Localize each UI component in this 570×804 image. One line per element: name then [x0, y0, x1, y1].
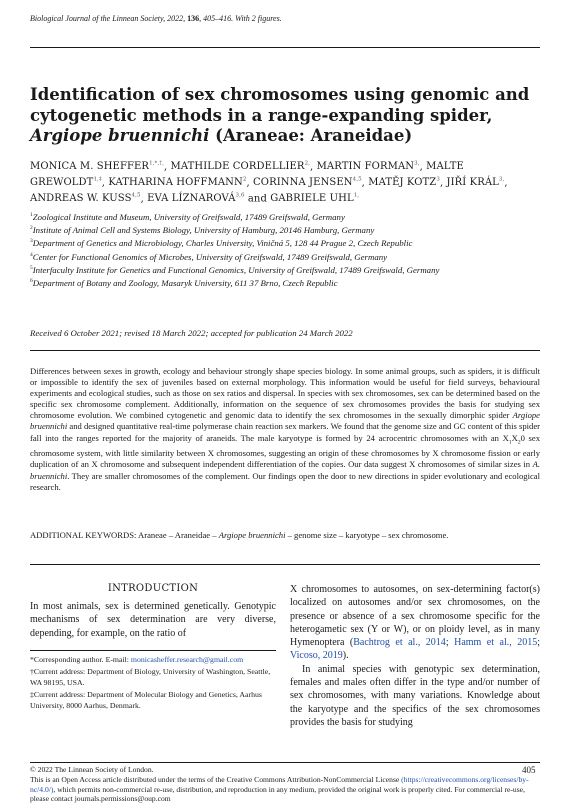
license-text [30, 775, 530, 804]
author-text: MONICA M. SHEFFER [30, 161, 150, 173]
author-affiliation-marks: 2 [242, 176, 247, 183]
intro-paragraph-2: In animal species with genotypic sex determination, females and males often differ in the type and/or number of sex chromosomes, with many variations. Knowledge about the karyotype and the specifics of the sex chromosomes provides the basis for studying [290, 663, 540, 728]
affiliation-text: Center for Functional Genomics of Microbes, University of Greifswald, 17489 Greifswald, Germany [32, 251, 388, 262]
citation-separator: ; [537, 637, 540, 649]
author-affiliation-marks: 3, [498, 176, 505, 183]
right-column [290, 583, 540, 729]
footnotes [30, 655, 276, 713]
affiliation-text: Department of Botany and Zoology, Masaryk University, 611 37 Brno, Czech Republic [32, 278, 338, 289]
section-heading-introduction: INTRODUCTION [107, 583, 199, 594]
author-text: MARTIN FORMAN [316, 161, 415, 173]
keywords-label: ADDITIONAL KEYWORDS: [30, 530, 137, 540]
journal-name: Biological Journal of the Linnean Society [30, 14, 164, 23]
keywords [30, 530, 540, 541]
author-affiliation-marks: 3,6 [235, 192, 245, 199]
affiliation-item [30, 210, 540, 223]
affiliation-item [30, 276, 540, 289]
author-affiliation-marks: 1, [353, 192, 360, 199]
author-list: MONICA M. $SHEFFER^{1,*,\dagger,}$, MATHILDE $CORDELLIER^{2,}$, MARTIN $FORMAN^{3,}$, MALTE $GREWOLDT^{1,\ddagger}$, KATHARINA HOFFMANN$^2$, CORINNA JENSEN$^{4,5}$, MATĚJ KOTZ$^3$, JIŘÍ $KRÁL^{3,}$, ANDREAS W. KUSS$^{4,5}$, EVA LÍZNAROVÁ$^{3,6}$ and GABRIELE $UHL^{1,}$ [30, 161, 508, 204]
title-line-2: cytogenetic methods in a range-expanding spider, [30, 105, 493, 125]
author-text: ANDREAS W. KUSS [30, 192, 132, 204]
footnote-corr-label: *Corresponding author. E-mail: [30, 655, 131, 664]
header-rule [30, 47, 540, 48]
author-name [447, 177, 505, 188]
keywords-part-2: – genome size – karyotype – sex chromosome. [285, 530, 449, 540]
citation-link-bachtrog[interactable]: Bachtrog et al., 2014 [353, 637, 446, 649]
author-name [108, 177, 246, 188]
email-link[interactable]: monicasheffer.research@gmail.com [130, 655, 244, 664]
author-text: GABRIELE UHL [270, 192, 354, 204]
author-name [30, 193, 141, 204]
author-affiliation-marks: 4,5 [352, 176, 362, 183]
title-line-1: Identification of sex chromosomes using genomic and [30, 85, 530, 104]
author-affiliation-marks: 1,‡ [93, 176, 102, 183]
author-text: EVA LÍZNAROVÁ [147, 192, 236, 204]
author-text: MATHILDE CORDELLIER [170, 161, 305, 173]
author-affiliation-marks: 2, [304, 161, 311, 167]
footnote-address-1: †Current address: Department of Biology, University of Washington, Seattle, WA 98195, USA. [30, 667, 271, 687]
license-link[interactable]: (https://creativecommons.org/licenses/by-nc/4.0/) [30, 774, 529, 794]
author-name [270, 193, 359, 204]
citation-link-hamm[interactable]: Hamm et al., 2015 [454, 637, 538, 649]
author-affiliation-marks: 4,5 [131, 192, 141, 199]
abstract-x2: X [511, 432, 518, 443]
author-text: MATĚJ KOTZ [368, 177, 437, 189]
affiliation-text: Institute of Animal Cell and Systems Biology, University of Hamburg, 20146 Hamburg, Germany [32, 225, 375, 236]
abstract-species-1: Argiope bruennichi [30, 410, 540, 432]
author-affiliation-marks: 3, [414, 161, 420, 167]
abstract-text-1: Differences between sexes in growth, ecology and behaviour strongly shape species biology. In some animal groups, such as spiders, it is difficult or impossible to identify the sex of juveniles based on external morphology. This information would be useful for field surveys, behavioural experiments and ecological studies, such as those on sex ratios and dispersal. In species with sex chromosomes, sex can be determined based on the specific sex chromosome complement. Additionally, information on the sequence of sex chromosomes provides the basis for studying sex chromosome evolution. We combined cytogenetic and genomic data to identify the sex chromosomes in the sexually dimorphic spider [30, 366, 540, 421]
affiliation-text: Interfaculty Institute for Genetics and Functional Genomics, University of Greifswald, 17489 Greifswald, Germany [32, 264, 440, 275]
author-affiliation-marks: 3 [436, 176, 440, 183]
license-intro: This is an Open Access article distributed under the terms of the Creative Commons Attribution-NonCommercial License [30, 774, 400, 784]
author-text: JIŘÍ KRÁL [446, 177, 499, 189]
author-text: MALTE GREWOLDT [30, 161, 464, 189]
author-text: KATHARINA HOFFMANN [108, 177, 243, 189]
footnote-address-2: ‡Current address: Department of Molecular Biology and Genetics, Aarhus University, 8000 Aarhus, Denmark. [30, 690, 262, 710]
citation-link-vicoso[interactable]: Vicoso, 2019 [290, 650, 343, 662]
footnote-corresponding [30, 655, 276, 665]
footnote-rule [30, 650, 276, 651]
author-name [253, 177, 362, 188]
keywords-bottom-rule [30, 564, 540, 565]
subscript-2: 2 [517, 439, 521, 446]
journal-citation [30, 14, 282, 23]
title-taxon: (Araneae: Araneidae) [209, 126, 413, 145]
author-name [171, 161, 311, 172]
intro-paragraph-1: In most animals, sex is determined genetically. Genotypic mechanisms of sex determination are very diverse, depending, for example, on the ratio of [30, 601, 276, 639]
title-species: Argiope bruennichi [30, 126, 210, 145]
journal-pages: , 405–416. With 2 figures. [199, 14, 282, 23]
affiliation-number: 5 [30, 264, 33, 271]
left-column [30, 583, 276, 640]
author-name [317, 161, 420, 172]
author-text: CORINNA JENSEN [253, 177, 353, 189]
page-number: 405 [522, 765, 536, 775]
affiliation-text: Zoological Institute and Museum, University of Greifswald, 17489 Greifswald, Germany [32, 211, 345, 222]
citation-separator: ; [445, 637, 455, 649]
affiliation-text: Department of Genetics and Microbiology, Charles University, Viničná 5, 128 44 Prague 2, Czech Republic [32, 238, 413, 249]
journal-year: , 2022, [163, 14, 188, 23]
abstract-top-rule [30, 350, 540, 351]
author-name [30, 161, 164, 172]
affiliation-item [30, 223, 540, 236]
keywords-part-1: Araneae – Araneidae – [136, 530, 219, 540]
article-title [30, 85, 530, 147]
affiliation-number: 2 [30, 225, 33, 232]
copyright-notice [30, 765, 530, 804]
author-name [147, 193, 244, 204]
keywords-species: Argiope bruennichi [218, 530, 286, 540]
author-affiliation-marks: 1,*,†, [149, 161, 164, 167]
copyright-line: © 2022 The Linnean Society of London. [30, 765, 154, 774]
affiliation-number: 4 [30, 251, 33, 258]
affiliation-item [30, 250, 540, 263]
intro-text-end: ). [342, 650, 349, 662]
abstract-text-2: and designed quantitative real-time polymerase chain reaction sex markers. We found that the genome size and GC content of this spider fall into the ranges reported for the majority of araneids. The male karyotype is formed by 24 acrocentric chromosomes with an X [30, 421, 540, 443]
footer-rule [30, 762, 540, 763]
affiliation-number: 1 [30, 212, 33, 218]
affiliation-item [30, 263, 540, 276]
abstract-species-2: A. bruennichi [30, 459, 540, 481]
subscript-1: 1 [508, 439, 512, 446]
affiliation-number: 3 [30, 238, 33, 245]
affiliation-list [30, 210, 540, 289]
abstract-text-4: . They are smaller chromosomes of the complement. Our findings open the door to new directions in spider evolutionary and ecological research. [30, 470, 540, 492]
journal-volume: 136 [187, 14, 200, 23]
intro-text: X chromosomes to autosomes, on sex-determining factor(s) localized on autosomes and/or sex chromosomes, on the presence or absence of a sex chromosome specific for the heterogametic sex (Y or W), or on ploidy level, as in many Hymenoptera ( [290, 584, 540, 649]
license-terms: , which permits non-commercial re-use, distribution, and reproduction in any medium, provided the original work is properly cited. For commercial re-use, please contact journals.permissions@oup.com [30, 784, 525, 804]
abstract [30, 366, 540, 493]
intro-paragraph-1-cont [290, 583, 540, 663]
affiliation-item [30, 236, 540, 249]
affiliation-number: 6 [30, 278, 33, 285]
abstract-text-3: 0 sex chromosome system, with little similarity between X chromosomes, suggesting an origin of these chromosomes by X chromosome fission or early duplication of an X chromosome and subsequent independent differentiation of the copies. Our data suggest X chromosomes of similar sizes in [30, 432, 540, 470]
author-name [368, 177, 440, 188]
received-dates: Received 6 October 2021; revised 18 March 2022; accepted for publication 24 March 2022 [30, 328, 353, 338]
title-line-3 [30, 126, 530, 147]
